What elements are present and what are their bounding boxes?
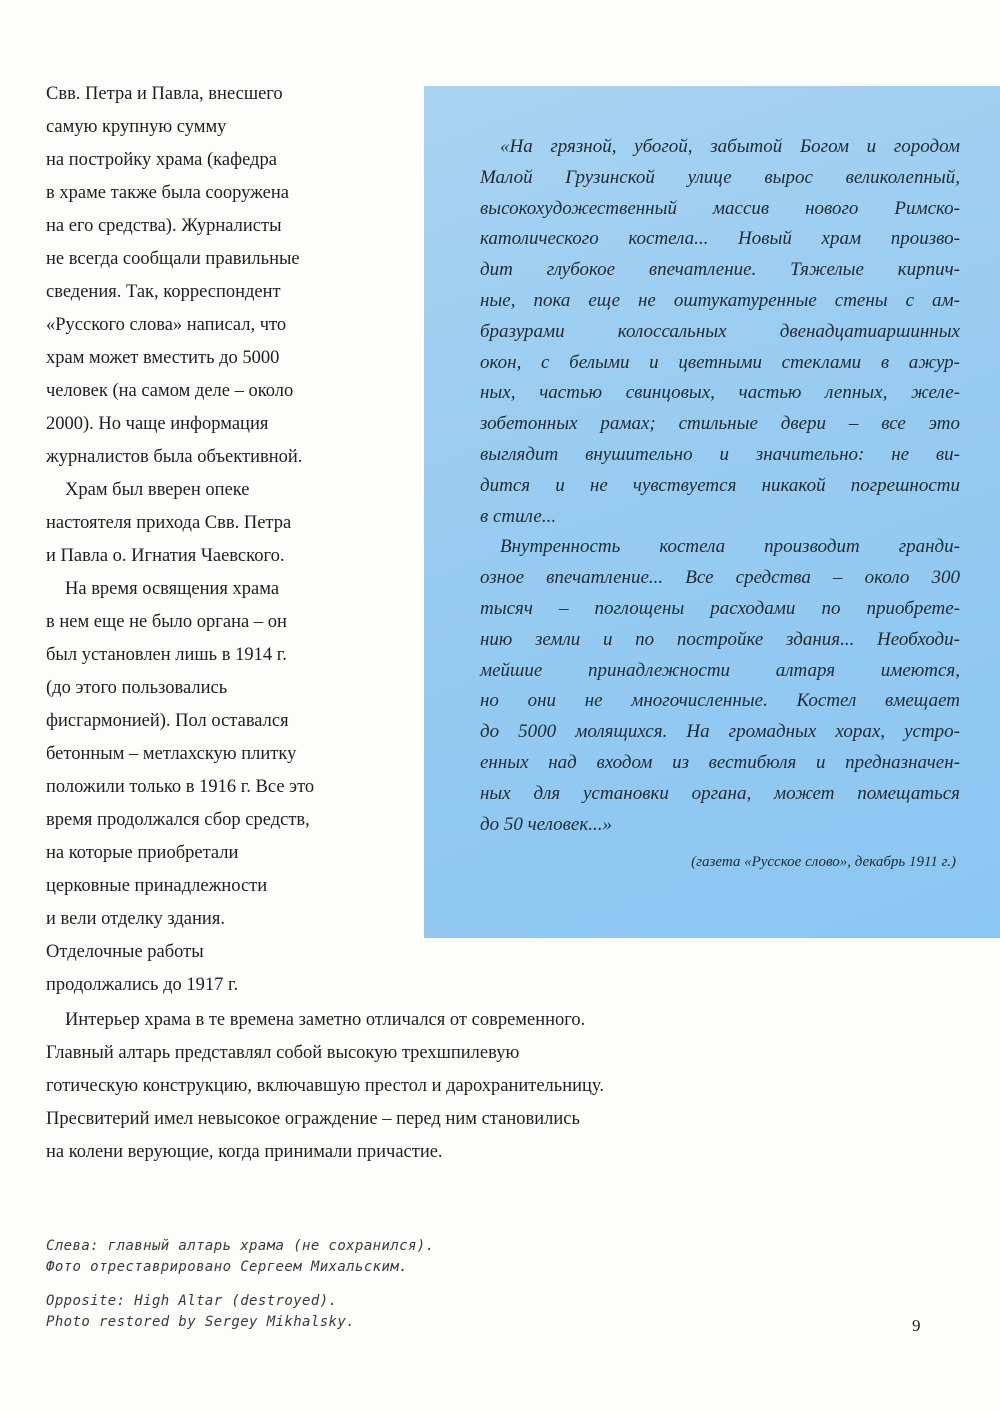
quote-text <box>480 132 960 840</box>
quote-line: тысяч – поглощены расходами по приобрете- <box>480 597 960 619</box>
text-line: бетонным – метлахскую плитку <box>46 744 297 764</box>
text-line: (до этого пользовались <box>46 678 228 698</box>
quote-line: зобетонных рамах; стильные двери – все это <box>480 413 960 435</box>
text-line: Свв. Петра и Павла, внесшего <box>46 84 283 104</box>
text-line: сведения. Так, корреспондент <box>46 282 281 302</box>
text-line: Интерьер храма в те времена заметно отличался от современного. <box>65 1010 586 1030</box>
text-line: Храм был вверен опеке <box>65 480 250 500</box>
text-line: на колени верующие, когда принимали причастие. <box>46 1142 443 1162</box>
text-line: «Русского слова» написал, что <box>46 315 287 335</box>
page-number: 9 <box>912 1316 921 1335</box>
text-line: был установлен лишь в 1914 г. <box>46 645 287 665</box>
quote-line: до 50 человек...» <box>480 813 612 835</box>
text-line: в храме также была сооружена <box>46 183 289 203</box>
text-line: настоятеля прихода Свв. Петра <box>46 513 292 533</box>
quote-line: католического костела... Новый храм произво- <box>480 228 960 250</box>
text-line: церковные принадлежности <box>46 876 268 896</box>
quote-line: окон, с белыми и цветными стеклами в ажур- <box>480 351 960 373</box>
quote-line: енных над входом из вестибюля и предназначен- <box>480 751 960 773</box>
text-line: самую крупную сумму <box>46 117 227 137</box>
text-line: продолжались до 1917 г. <box>46 975 239 995</box>
text-line: в нем еще не было органа – он <box>46 612 287 632</box>
text-line: время продолжался сбор средств, <box>46 810 310 830</box>
quote-line: дит глубокое впечатление. Тяжелые кирпич- <box>480 259 960 281</box>
text-line: не всегда сообщали правильные <box>46 249 300 269</box>
quote-line: Внутренность костела производит гранди- <box>500 536 960 558</box>
text-line: журналистов была объективной. <box>46 447 303 467</box>
text-line: на постройку храма (кафедра <box>46 150 277 170</box>
text-line: 2000). Но чаще информация <box>46 414 269 434</box>
quote-line: ных для установки органа, может помещаться <box>480 782 960 804</box>
text-line: На время освящения храма <box>65 579 280 599</box>
quote-line: бразурами колоссальных двенадцатиаршинных <box>480 320 960 342</box>
quote-line: озное впечатление... Все средства – около 300 <box>480 567 960 589</box>
text-line: положили только в 1916 г. Все это <box>46 777 315 797</box>
text-line: и Павла о. Игнатия Чаевского. <box>46 546 285 566</box>
caption-line: Opposite: High Altar (destroyed). <box>46 1293 338 1309</box>
caption-line: Photo restored by Sergey Mikhalsky. <box>46 1314 356 1330</box>
quote-line: нию земли и по постройке здания... Необходи- <box>480 628 960 650</box>
quote-line: мейшие принадлежности алтаря имеются, <box>480 659 960 681</box>
quote-box <box>424 86 1000 938</box>
caption-line: Фото отреставрировано Сергеем Михальским. <box>46 1259 408 1275</box>
caption-russian <box>46 1236 434 1278</box>
text-line: и вели отделку здания. <box>46 909 225 929</box>
text-line: Пресвитерий имел невысокое ограждение – перед ним становились <box>46 1109 580 1129</box>
quote-line: ных, частью свинцовых, частью лепных, желе- <box>480 382 960 404</box>
quote-line: Малой Грузинской улице вырос великолепный, <box>480 166 960 188</box>
text-line: человек (на самом деле – около <box>46 381 294 401</box>
caption-line: Слева: главный алтарь храма (не сохранился). <box>46 1238 435 1254</box>
quote-line: до 5000 молящихся. На громадных хорах, устро- <box>480 721 960 743</box>
caption-english <box>46 1291 355 1333</box>
quote-line: ные, пока еще не оштукатуренные стены с ам- <box>480 289 960 311</box>
left-column-text <box>46 78 386 1002</box>
quote-source: (газета «Русское слово», декабрь 1911 г.) <box>691 854 956 870</box>
text-line: на которые приобретали <box>46 843 239 863</box>
bottom-paragraph <box>46 1004 746 1169</box>
quote-line: дится и не чувствуется никакой погрешности <box>480 474 960 496</box>
text-line: Отделочные работы <box>46 942 204 962</box>
quote-line: высокохудожественный массив нового Римско- <box>480 197 960 219</box>
text-line: на его средства). Журналисты <box>46 216 282 236</box>
quote-line: «На грязной, убогой, забытой Богом и городом <box>500 136 960 157</box>
text-line: храм может вместить до 5000 <box>46 348 280 368</box>
quote-line: но они не многочисленные. Костел вмещает <box>480 690 960 712</box>
quote-line: выглядит внушительно и значительно: не ви- <box>480 443 960 465</box>
quote-line: в стиле... <box>480 505 557 527</box>
text-line: фисгармонией). Пол оставался <box>46 711 289 731</box>
text-line: Главный алтарь представлял собой высокую трехшпилевую <box>46 1043 520 1063</box>
text-line: готическую конструкцию, включавшую престол и дарохранительницу. <box>46 1076 604 1096</box>
